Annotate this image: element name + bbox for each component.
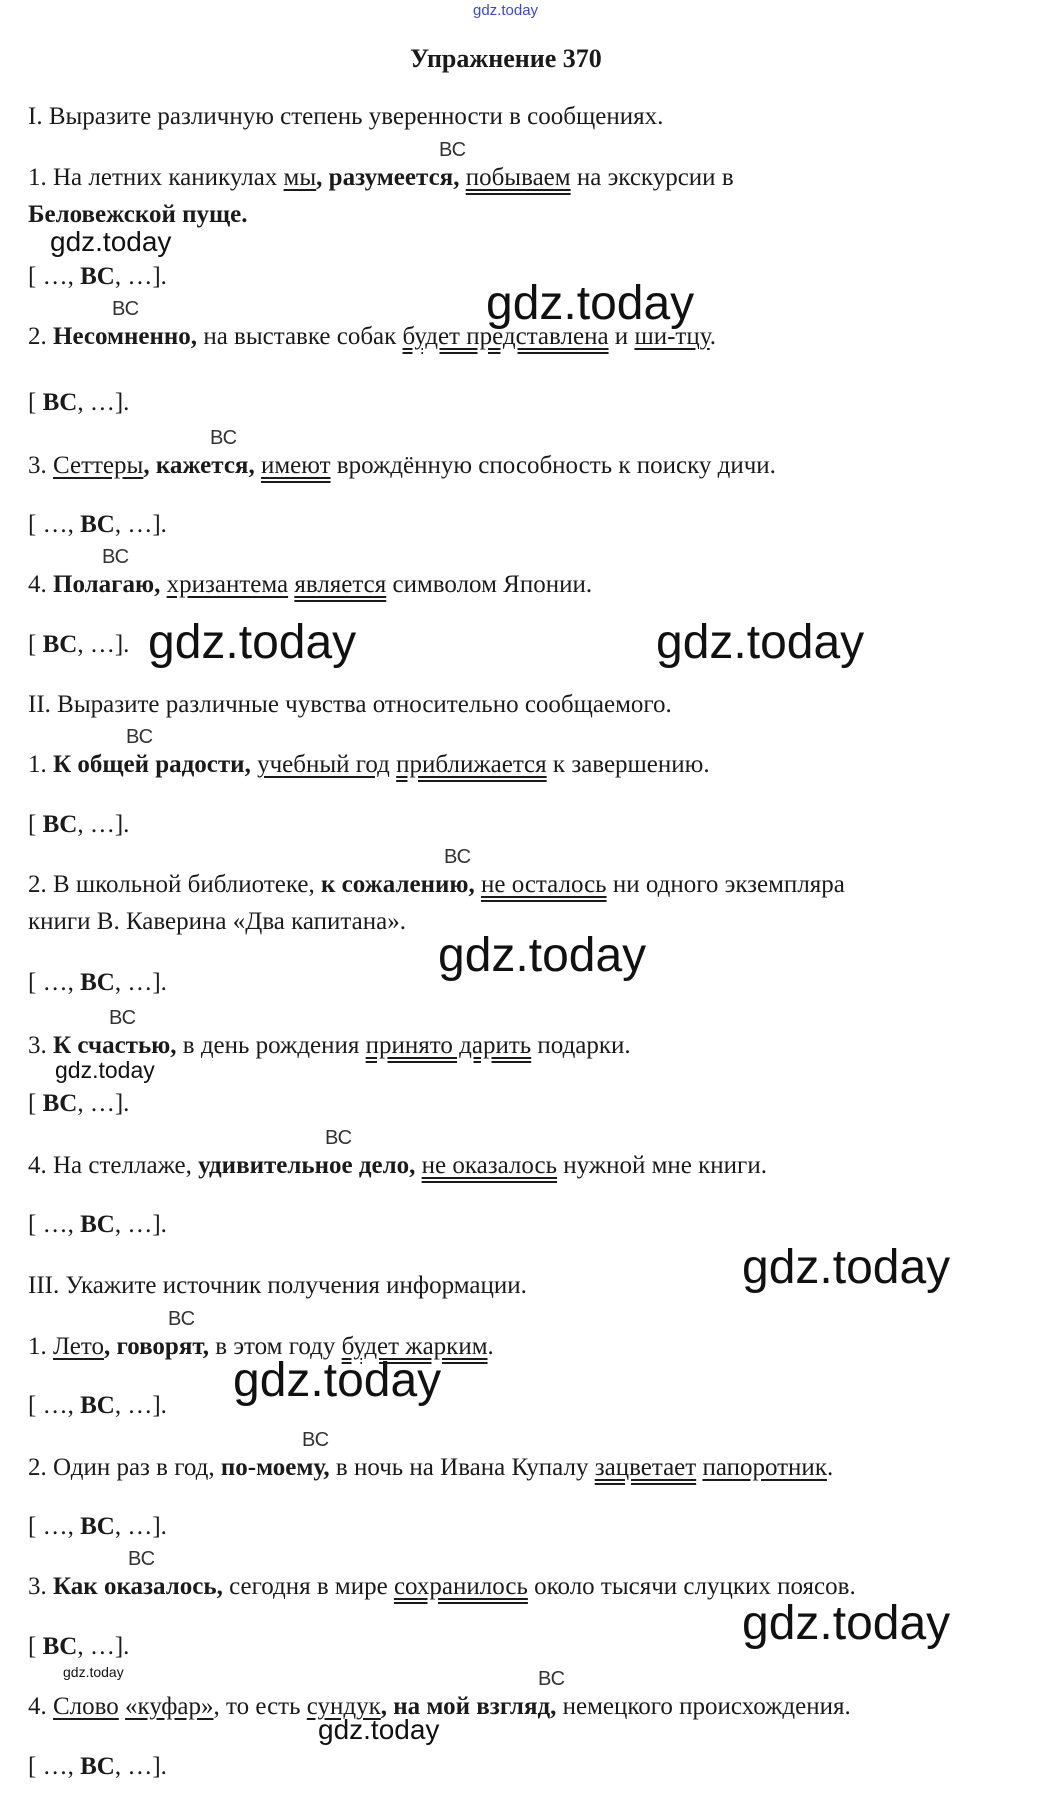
subject: ши-тцу [634, 323, 710, 350]
sentence-line: 1. К общей радости, учебный год приближается к завершению. [28, 751, 710, 778]
scheme: [ ВС, …]. [28, 389, 130, 416]
bc-label: ВС [102, 546, 130, 568]
parenthetical-word: по-моему, [220, 1454, 330, 1481]
sentence-line: 4. Слово «куфар», то есть сундук, на мой взгляд, немецкого происхождения. [28, 1693, 851, 1720]
sentence-line: 2. Один раз в год, по-моему, в ночь на Ивана Купалу зацветает папоротник. [28, 1454, 834, 1481]
sentence-line-cont: Беловежской пуще. [28, 201, 248, 228]
subject: хризантема [166, 571, 289, 598]
subject: учебный год [257, 751, 390, 778]
watermark: gdz.today [742, 1597, 951, 1650]
bc-label: ВС [126, 726, 154, 748]
predicate: зацветает [594, 1454, 697, 1481]
predicate: не оказалось [421, 1152, 558, 1179]
predicate: приближается [396, 751, 547, 778]
scheme: [ ВС, …]. [28, 631, 130, 658]
sentence-line: 2. Несомненно, на выставке собак будет представлена и ши-тцу. [28, 323, 716, 350]
section-heading: III. Укажите источник получения информации. [28, 1272, 527, 1299]
sentence-line: 4. Полагаю, хризантема является символом Японии. [28, 571, 593, 598]
bc-label: ВС [302, 1429, 330, 1451]
bc-label: ВС [325, 1127, 353, 1149]
subject: мы [283, 164, 317, 191]
watermark: gdz.today [318, 1714, 440, 1745]
bc-label: ВС [168, 1308, 196, 1330]
parenthetical-word: К счастью, [53, 1032, 177, 1059]
sentence-line: 3. Как оказалось, сегодня в мире сохранилось около тысячи слуцких поясов. [28, 1573, 856, 1600]
watermark: gdz.today [63, 1664, 124, 1680]
predicate: будет представлена [402, 323, 609, 350]
predicate: будет жарким [341, 1333, 488, 1360]
bc-label: ВС [128, 1548, 156, 1570]
subject: папоротник [702, 1454, 827, 1481]
scheme: [ …, ВС, …]. [28, 969, 167, 996]
scheme: [ …, ВС, …]. [28, 1211, 167, 1238]
scheme: [ …, ВС, …]. [28, 1392, 167, 1419]
sentence-line-cont: книги В. Каверина «Два капитана». [28, 908, 406, 935]
predicate: сохранилось [393, 1573, 528, 1600]
watermark: gdz.today [148, 616, 357, 669]
scheme: [ ВС, …]. [28, 811, 130, 838]
predicate: побываем [465, 164, 571, 191]
parenthetical-word: , говорят, [103, 1333, 210, 1360]
watermark: gdz.today [50, 226, 172, 257]
subject: Сеттеры [53, 452, 144, 479]
parenthetical-word: , на мой взгляд, [380, 1693, 557, 1720]
sentence-line: 4. На стеллаже, удивительное дело, не оказалось нужной мне книги. [28, 1152, 767, 1179]
predicate: является [294, 571, 387, 598]
bc-label: ВС [112, 298, 140, 320]
scheme: [ ВС, …]. [28, 1633, 130, 1660]
subject: Слово [53, 1693, 119, 1720]
parenthetical-word: разумеется [328, 164, 454, 191]
parenthetical-word: Несомненно, [53, 323, 198, 350]
scheme: [ …, ВС, …]. [28, 511, 167, 538]
section-heading: II. Выразите различные чувства относительно сообщаемого. [28, 691, 672, 718]
page-title: Упражнение 370 [410, 44, 602, 73]
subject: Лето [53, 1333, 104, 1360]
scheme: [ …, ВС, …]. [28, 1753, 167, 1780]
scheme: [ ВС, …]. [28, 1090, 130, 1117]
sentence-line: 3. К счастью, в день рождения принято дарить подарки. [28, 1032, 631, 1059]
watermark: gdz.today [233, 1354, 442, 1407]
watermark: gdz.today [55, 1057, 155, 1083]
bc-label: ВС [109, 1007, 137, 1029]
bc-label: ВС [439, 139, 467, 161]
scheme: [ …, ВС, …]. [28, 1513, 167, 1540]
subject: «куфар» [125, 1693, 214, 1720]
parenthetical-word: Как оказалось, [53, 1573, 223, 1600]
sentence-line: 3. Сеттеры, кажется, имеют врождённую способность к поиску дичи. [28, 452, 776, 479]
watermark: gdz.today [656, 616, 865, 669]
watermark-top: gdz.today [473, 2, 539, 19]
parenthetical-word: Полагаю, [53, 571, 161, 598]
subject: сундук [306, 1693, 381, 1720]
bc-label: ВС [210, 427, 238, 449]
scheme: [ …, ВС, …]. [28, 263, 167, 290]
parenthetical-word: К общей радости, [53, 751, 251, 778]
predicate: не осталось [480, 871, 607, 898]
bc-label: ВС [538, 1668, 566, 1690]
parenthetical-word: к сожалению, [320, 871, 475, 898]
parenthetical-word: , кажется, [143, 452, 255, 479]
watermark: gdz.today [742, 1241, 951, 1294]
section-heading: I. Выразите различную степень уверенности в сообщениях. [28, 103, 664, 130]
watermark: gdz.today [486, 277, 695, 330]
sentence-line: 1. Лето, говорят, в этом году будет жарким. [28, 1333, 494, 1360]
sentence-line: 2. В школьной библиотеке, к сожалению, не осталось ни одного экземпляра [28, 871, 845, 898]
watermark: gdz.today [438, 929, 647, 982]
bc-label: ВС [444, 846, 472, 868]
sentence-line: 1. На летних каникулах мы, разумеется, побываем на экскурсии в [28, 164, 734, 191]
predicate: имеют [260, 452, 331, 479]
parenthetical-word: удивительное дело, [198, 1152, 416, 1179]
predicate: принято дарить [365, 1032, 532, 1059]
